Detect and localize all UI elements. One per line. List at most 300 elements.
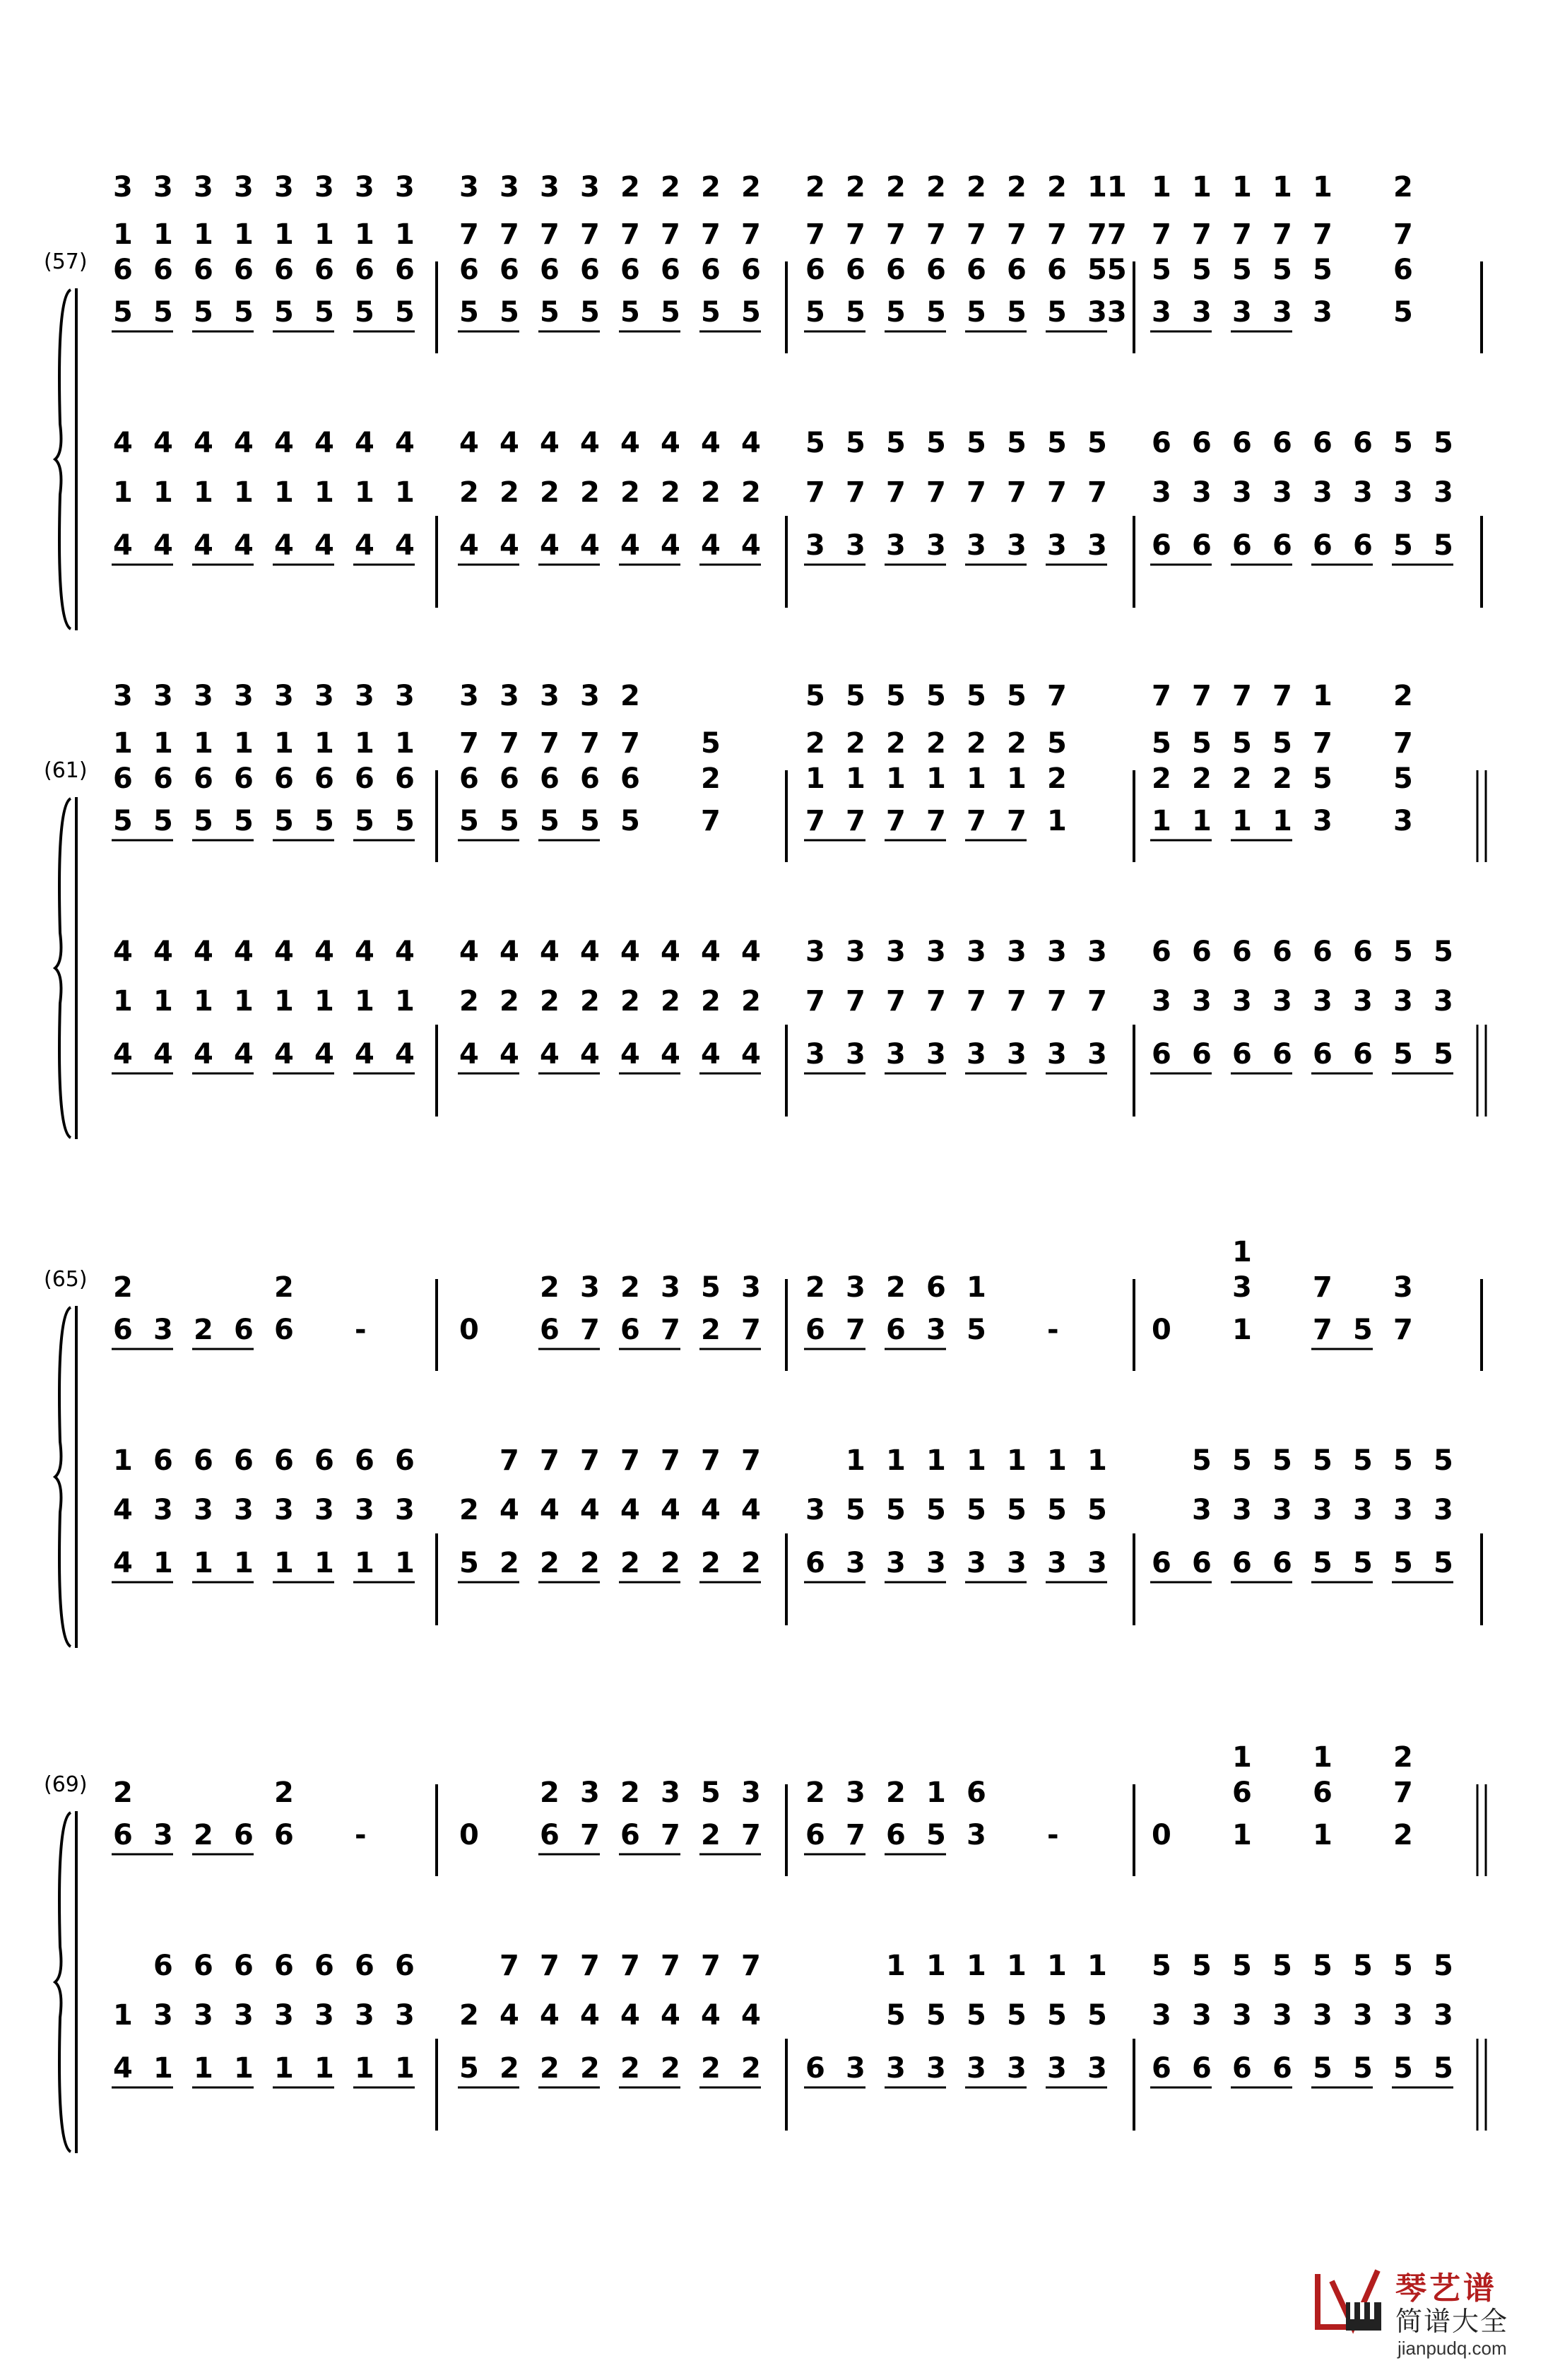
note: 4 bbox=[540, 1494, 560, 1526]
note: 1 bbox=[395, 727, 415, 760]
note: 1 bbox=[1007, 1950, 1027, 1982]
note: 7 bbox=[741, 218, 761, 251]
note: 6 bbox=[395, 1950, 415, 1982]
note: 1 bbox=[967, 1950, 986, 1982]
note: 2 bbox=[741, 171, 761, 204]
note: 4 bbox=[314, 936, 334, 968]
lower-measure-1 bbox=[112, 1444, 437, 1625]
note: 3 bbox=[274, 680, 294, 712]
note: 5 bbox=[1313, 2052, 1333, 2085]
note: 3 bbox=[1087, 1547, 1107, 1579]
note: 6 bbox=[274, 1444, 294, 1477]
note: 3 bbox=[1047, 936, 1067, 968]
note: 3 bbox=[1007, 2052, 1027, 2085]
note: 2 bbox=[701, 1314, 721, 1346]
note: 5 bbox=[1087, 1494, 1107, 1526]
note: 5 bbox=[234, 805, 254, 837]
note: 3 bbox=[805, 529, 825, 562]
note: 5 bbox=[886, 1494, 906, 1526]
note: 2 bbox=[701, 1547, 721, 1579]
note: 1 bbox=[886, 1444, 906, 1477]
piano-logo-icon bbox=[1311, 2260, 1388, 2338]
note: 6 bbox=[1393, 254, 1413, 286]
note: 7 bbox=[580, 727, 600, 760]
upper-measure-2 bbox=[458, 680, 786, 862]
note: 3 bbox=[967, 936, 986, 968]
note: 4 bbox=[113, 1038, 133, 1071]
note: 4 bbox=[580, 529, 600, 562]
note: 7 bbox=[459, 727, 479, 760]
note: 3 bbox=[1272, 296, 1292, 329]
note: 3 bbox=[1393, 1494, 1413, 1526]
note: 2 bbox=[886, 727, 906, 760]
note: 1 bbox=[846, 762, 865, 795]
note: 1 bbox=[274, 1547, 294, 1579]
note: 2 bbox=[661, 2052, 680, 2085]
note: 4 bbox=[153, 427, 173, 459]
note: 3 bbox=[1047, 1038, 1067, 1071]
note: 4 bbox=[194, 936, 213, 968]
note: 6 bbox=[1313, 529, 1333, 562]
note: 1 bbox=[355, 727, 374, 760]
note: 6 bbox=[620, 762, 640, 795]
note: 5 bbox=[701, 727, 721, 760]
note: 2 bbox=[967, 727, 986, 760]
note: 6 bbox=[234, 1819, 254, 1851]
note: 6 bbox=[580, 762, 600, 795]
note: 6 bbox=[395, 762, 415, 795]
note: 4 bbox=[395, 936, 415, 968]
note: 1 bbox=[1232, 171, 1252, 204]
note: 3 bbox=[113, 171, 133, 204]
note: 3 bbox=[1313, 296, 1333, 329]
note: 4 bbox=[620, 1999, 640, 2032]
note: 4 bbox=[620, 936, 640, 968]
note: 7 bbox=[805, 476, 825, 509]
note: 7 bbox=[500, 727, 519, 760]
note: 5 bbox=[314, 296, 334, 329]
upper-measure-2 bbox=[459, 1777, 786, 1876]
note: 5 bbox=[1232, 727, 1252, 760]
note: 7 bbox=[967, 805, 986, 837]
note: 7 bbox=[1047, 476, 1067, 509]
lower-measure-2 bbox=[458, 1950, 786, 2131]
note: 4 bbox=[741, 1494, 761, 1526]
note: 7 bbox=[741, 1314, 761, 1346]
note: 3 bbox=[395, 1494, 415, 1526]
note: 1 bbox=[355, 218, 374, 251]
note: 6 bbox=[274, 1950, 294, 1982]
note: 2 bbox=[886, 1271, 906, 1304]
note: 6 bbox=[540, 762, 560, 795]
note: 6 bbox=[113, 762, 133, 795]
note: 1 bbox=[1232, 1314, 1252, 1346]
note: 4 bbox=[661, 529, 680, 562]
note: 1 bbox=[234, 218, 254, 251]
note: 5 bbox=[1007, 427, 1027, 459]
note: 7 bbox=[1007, 218, 1027, 251]
note: 1 bbox=[153, 218, 173, 251]
note: 4 bbox=[113, 936, 133, 968]
note: 2 bbox=[741, 476, 761, 509]
note: 5 bbox=[1232, 254, 1252, 286]
note: 4 bbox=[661, 936, 680, 968]
note: 7 bbox=[540, 1950, 560, 1982]
note: 1 bbox=[1087, 1950, 1107, 1982]
note: 3 bbox=[153, 680, 173, 712]
note: 1 bbox=[234, 985, 254, 1018]
note: 5 bbox=[1007, 296, 1027, 329]
upper-measure-1 bbox=[112, 1271, 437, 1371]
note: 6 bbox=[314, 762, 334, 795]
upper-measure-4 bbox=[1152, 1236, 1482, 1371]
note: 6 bbox=[1192, 529, 1212, 562]
note: 1 bbox=[1047, 805, 1067, 837]
note: 6 bbox=[113, 1314, 133, 1346]
note: 2 bbox=[274, 1271, 294, 1304]
note: 6 bbox=[113, 254, 133, 286]
note: 7 bbox=[926, 985, 946, 1018]
note: 5 bbox=[1393, 2052, 1413, 2085]
note: 1 bbox=[194, 1547, 213, 1579]
note: 2 bbox=[580, 1547, 600, 1579]
note: 4 bbox=[395, 529, 415, 562]
note: 1 bbox=[967, 762, 986, 795]
note: 3 bbox=[1232, 1494, 1252, 1526]
note: 5 bbox=[1272, 1950, 1292, 1982]
note: 7 bbox=[1007, 476, 1027, 509]
note: 2 bbox=[500, 1547, 519, 1579]
note: 4 bbox=[153, 529, 173, 562]
note: 3 bbox=[926, 1547, 946, 1579]
lower-measure-4 bbox=[1150, 427, 1482, 608]
note: 6 bbox=[805, 1314, 825, 1346]
note: 5 bbox=[274, 805, 294, 837]
note: 6 bbox=[886, 254, 906, 286]
note: 3 bbox=[1393, 985, 1413, 1018]
note: 2 bbox=[661, 1547, 680, 1579]
note: 3 bbox=[194, 1999, 213, 2032]
note: 3 bbox=[355, 1494, 374, 1526]
note: 2 bbox=[620, 680, 640, 712]
note: 4 bbox=[741, 1038, 761, 1071]
note: 6 bbox=[234, 254, 254, 286]
note: 1 bbox=[967, 1271, 986, 1304]
note: 7 bbox=[620, 218, 640, 251]
note: 55 bbox=[1087, 254, 1127, 286]
note: 4 bbox=[194, 1038, 213, 1071]
note: 6 bbox=[1232, 427, 1252, 459]
note: 3 bbox=[1152, 985, 1171, 1018]
note: 6 bbox=[1353, 529, 1373, 562]
note: 5 bbox=[846, 427, 865, 459]
note: 7 bbox=[1047, 985, 1067, 1018]
note: 3 bbox=[1353, 1494, 1373, 1526]
note: 7 bbox=[1087, 985, 1107, 1018]
note: 6 bbox=[540, 1819, 560, 1851]
note: 2 bbox=[805, 1271, 825, 1304]
note: 1 bbox=[234, 476, 254, 509]
note: 2 bbox=[194, 1314, 213, 1346]
note: 3 bbox=[314, 1494, 334, 1526]
note: 2 bbox=[701, 476, 721, 509]
note: 5 bbox=[153, 296, 173, 329]
upper-measure-2 bbox=[458, 171, 786, 353]
note: 3 bbox=[1192, 296, 1212, 329]
note: 6 bbox=[1272, 1038, 1292, 1071]
note: 7 bbox=[1313, 218, 1333, 251]
note: 3 bbox=[1192, 985, 1212, 1018]
note: 7 bbox=[967, 476, 986, 509]
note: 1 bbox=[194, 2052, 213, 2085]
note: 4 bbox=[459, 427, 479, 459]
note: 4 bbox=[620, 529, 640, 562]
note: 2 bbox=[701, 762, 721, 795]
note: 6 bbox=[805, 1819, 825, 1851]
note: 4 bbox=[113, 1547, 133, 1579]
note: 5 bbox=[153, 805, 173, 837]
note: 3 bbox=[1313, 985, 1333, 1018]
note: 6 bbox=[113, 1819, 133, 1851]
note: 5 bbox=[967, 680, 986, 712]
note: 3 bbox=[886, 1038, 906, 1071]
note: 1 bbox=[355, 476, 374, 509]
note: 3 bbox=[846, 529, 865, 562]
system-2 bbox=[44, 680, 1486, 1139]
note: 3 bbox=[967, 1038, 986, 1071]
note: 5 bbox=[1192, 254, 1212, 286]
note: 1 bbox=[234, 727, 254, 760]
note: 7 bbox=[500, 218, 519, 251]
note: 1 bbox=[395, 2052, 415, 2085]
note: 5 bbox=[1353, 2052, 1373, 2085]
note: 5 bbox=[234, 296, 254, 329]
note: 7 bbox=[661, 1950, 680, 1982]
note: 5 bbox=[701, 1777, 721, 1809]
note: 3 bbox=[1313, 476, 1333, 509]
note: 2 bbox=[580, 476, 600, 509]
note: 6 bbox=[805, 1547, 825, 1579]
note: 6 bbox=[314, 1444, 334, 1477]
note: 3 bbox=[1434, 1494, 1453, 1526]
note: 1 bbox=[113, 1999, 133, 2032]
note: 5 bbox=[886, 1999, 906, 2032]
note: 2 bbox=[886, 171, 906, 204]
note: 6 bbox=[1272, 529, 1292, 562]
note: 3 bbox=[355, 171, 374, 204]
note: 1 bbox=[926, 1950, 946, 1982]
note: 5 bbox=[395, 296, 415, 329]
note: 2 bbox=[701, 171, 721, 204]
note: 3 bbox=[967, 1547, 986, 1579]
note: 3 bbox=[886, 529, 906, 562]
note: 4 bbox=[395, 427, 415, 459]
note: 2 bbox=[540, 985, 560, 1018]
note: 6 bbox=[355, 1444, 374, 1477]
watermark-subtitle: 简谱大全 bbox=[1395, 2306, 1509, 2337]
note: 1 bbox=[153, 727, 173, 760]
note: 3 bbox=[1353, 985, 1373, 1018]
note: 5 bbox=[1047, 727, 1067, 760]
note: 5 bbox=[967, 1494, 986, 1526]
note: 5 bbox=[926, 1999, 946, 2032]
note: 6 bbox=[580, 254, 600, 286]
note: 6 bbox=[355, 762, 374, 795]
note: 2 bbox=[540, 476, 560, 509]
note: 7 bbox=[1007, 985, 1027, 1018]
note: 3 bbox=[805, 936, 825, 968]
note: 1 bbox=[274, 985, 294, 1018]
note: 7 bbox=[661, 218, 680, 251]
note: 3 bbox=[153, 171, 173, 204]
note: 6 bbox=[194, 762, 213, 795]
note: 1 bbox=[314, 476, 334, 509]
note: 3 bbox=[113, 680, 133, 712]
note: 4 bbox=[661, 1038, 680, 1071]
note: 1 bbox=[395, 476, 415, 509]
note: 5 bbox=[113, 296, 133, 329]
upper-measure-1 bbox=[112, 171, 437, 353]
note: 5 bbox=[805, 680, 825, 712]
note: 7 bbox=[1393, 1777, 1413, 1809]
note: 3 bbox=[1313, 1494, 1333, 1526]
note: 6 bbox=[395, 254, 415, 286]
note: 7 bbox=[1192, 680, 1212, 712]
note: 4 bbox=[113, 529, 133, 562]
note: 3 bbox=[1272, 476, 1292, 509]
note: 1 bbox=[1232, 805, 1252, 837]
note: 1 bbox=[113, 218, 133, 251]
note: 6 bbox=[1272, 427, 1292, 459]
note: 3 bbox=[926, 1038, 946, 1071]
note: 7 bbox=[967, 985, 986, 1018]
staff-brace bbox=[55, 290, 71, 629]
note: 1 bbox=[153, 476, 173, 509]
note: 4 bbox=[661, 1999, 680, 2032]
note: 5 bbox=[1007, 1494, 1027, 1526]
note: 7 bbox=[1313, 1271, 1333, 1304]
note: 6 bbox=[1353, 427, 1373, 459]
note: 6 bbox=[1152, 1547, 1171, 1579]
note: 7 bbox=[540, 727, 560, 760]
system-1 bbox=[44, 171, 1482, 630]
note: 5 bbox=[1393, 529, 1413, 562]
note: 6 bbox=[459, 254, 479, 286]
note: 5 bbox=[1434, 1950, 1453, 1982]
note: 7 bbox=[846, 218, 865, 251]
note: 7 bbox=[1232, 680, 1252, 712]
note: 5 bbox=[1393, 427, 1413, 459]
note: 3 bbox=[274, 1494, 294, 1526]
note: 5 bbox=[1232, 1444, 1252, 1477]
note: 6 bbox=[194, 1950, 213, 1982]
note: 1 bbox=[234, 2052, 254, 2085]
note: 1 bbox=[1192, 805, 1212, 837]
note: 3 bbox=[1192, 1494, 1212, 1526]
note: 2 bbox=[1393, 1741, 1413, 1774]
note: 7 bbox=[1393, 727, 1413, 760]
note: 6 bbox=[1272, 2052, 1292, 2085]
note: 2 bbox=[967, 171, 986, 204]
note: 3 bbox=[355, 1999, 374, 2032]
note: 5 bbox=[1313, 1950, 1333, 1982]
note: 0 bbox=[1152, 1819, 1171, 1851]
note: 1 bbox=[234, 1547, 254, 1579]
note: 1 bbox=[1152, 805, 1171, 837]
note: 4 bbox=[741, 427, 761, 459]
note: 5 bbox=[701, 296, 721, 329]
note: 3 bbox=[194, 680, 213, 712]
note: 5 bbox=[194, 805, 213, 837]
note: 7 bbox=[1152, 218, 1171, 251]
note: 4 bbox=[741, 936, 761, 968]
note: 1 bbox=[926, 762, 946, 795]
note: 6 bbox=[1313, 1777, 1333, 1809]
note: 3 bbox=[805, 1038, 825, 1071]
note: 7 bbox=[701, 805, 721, 837]
watermark-url: jianpudq.com bbox=[1398, 2338, 1507, 2359]
note: 4 bbox=[194, 529, 213, 562]
note: 2 bbox=[1192, 762, 1212, 795]
note: 7 bbox=[701, 1950, 721, 1982]
note: 4 bbox=[274, 936, 294, 968]
note: - bbox=[1047, 1819, 1059, 1851]
lower-measure-2 bbox=[458, 1444, 786, 1625]
note: 6 bbox=[1353, 936, 1373, 968]
note: 1 bbox=[1152, 171, 1171, 204]
note: 3 bbox=[967, 2052, 986, 2085]
note: 4 bbox=[113, 427, 133, 459]
note: 4 bbox=[355, 427, 374, 459]
note: 7 bbox=[805, 805, 825, 837]
watermark-logo bbox=[1311, 2253, 1537, 2359]
note: 5 bbox=[1434, 427, 1453, 459]
note: 6 bbox=[701, 254, 721, 286]
note: - bbox=[355, 1314, 367, 1346]
note: 1 bbox=[1272, 171, 1292, 204]
note: 2 bbox=[1232, 762, 1252, 795]
note: 7 bbox=[500, 1950, 519, 1982]
note: 6 bbox=[805, 254, 825, 286]
note: 4 bbox=[113, 1494, 133, 1526]
note: 3 bbox=[1272, 985, 1292, 1018]
note: 6 bbox=[661, 254, 680, 286]
note: 4 bbox=[701, 529, 721, 562]
note: 3 bbox=[1232, 1999, 1252, 2032]
note: 3 bbox=[661, 1271, 680, 1304]
note: 7 bbox=[1192, 218, 1212, 251]
note: 2 bbox=[620, 476, 640, 509]
note: 3 bbox=[500, 171, 519, 204]
note: 7 bbox=[846, 476, 865, 509]
note: 6 bbox=[1192, 936, 1212, 968]
note: 6 bbox=[1192, 427, 1212, 459]
note: 4 bbox=[500, 427, 519, 459]
note: 5 bbox=[1272, 727, 1292, 760]
note: 3 bbox=[580, 1271, 600, 1304]
note: 2 bbox=[886, 1777, 906, 1809]
note: 5 bbox=[1313, 1547, 1333, 1579]
note: 1 bbox=[1313, 171, 1333, 204]
note: 2 bbox=[500, 476, 519, 509]
system-4 bbox=[44, 1741, 1486, 2153]
lower-measure-3 bbox=[804, 1444, 1134, 1625]
note: 6 bbox=[1192, 1547, 1212, 1579]
note: 5 bbox=[355, 296, 374, 329]
note: 7 bbox=[1087, 476, 1107, 509]
note: 7 bbox=[661, 1314, 680, 1346]
note: 4 bbox=[355, 1038, 374, 1071]
